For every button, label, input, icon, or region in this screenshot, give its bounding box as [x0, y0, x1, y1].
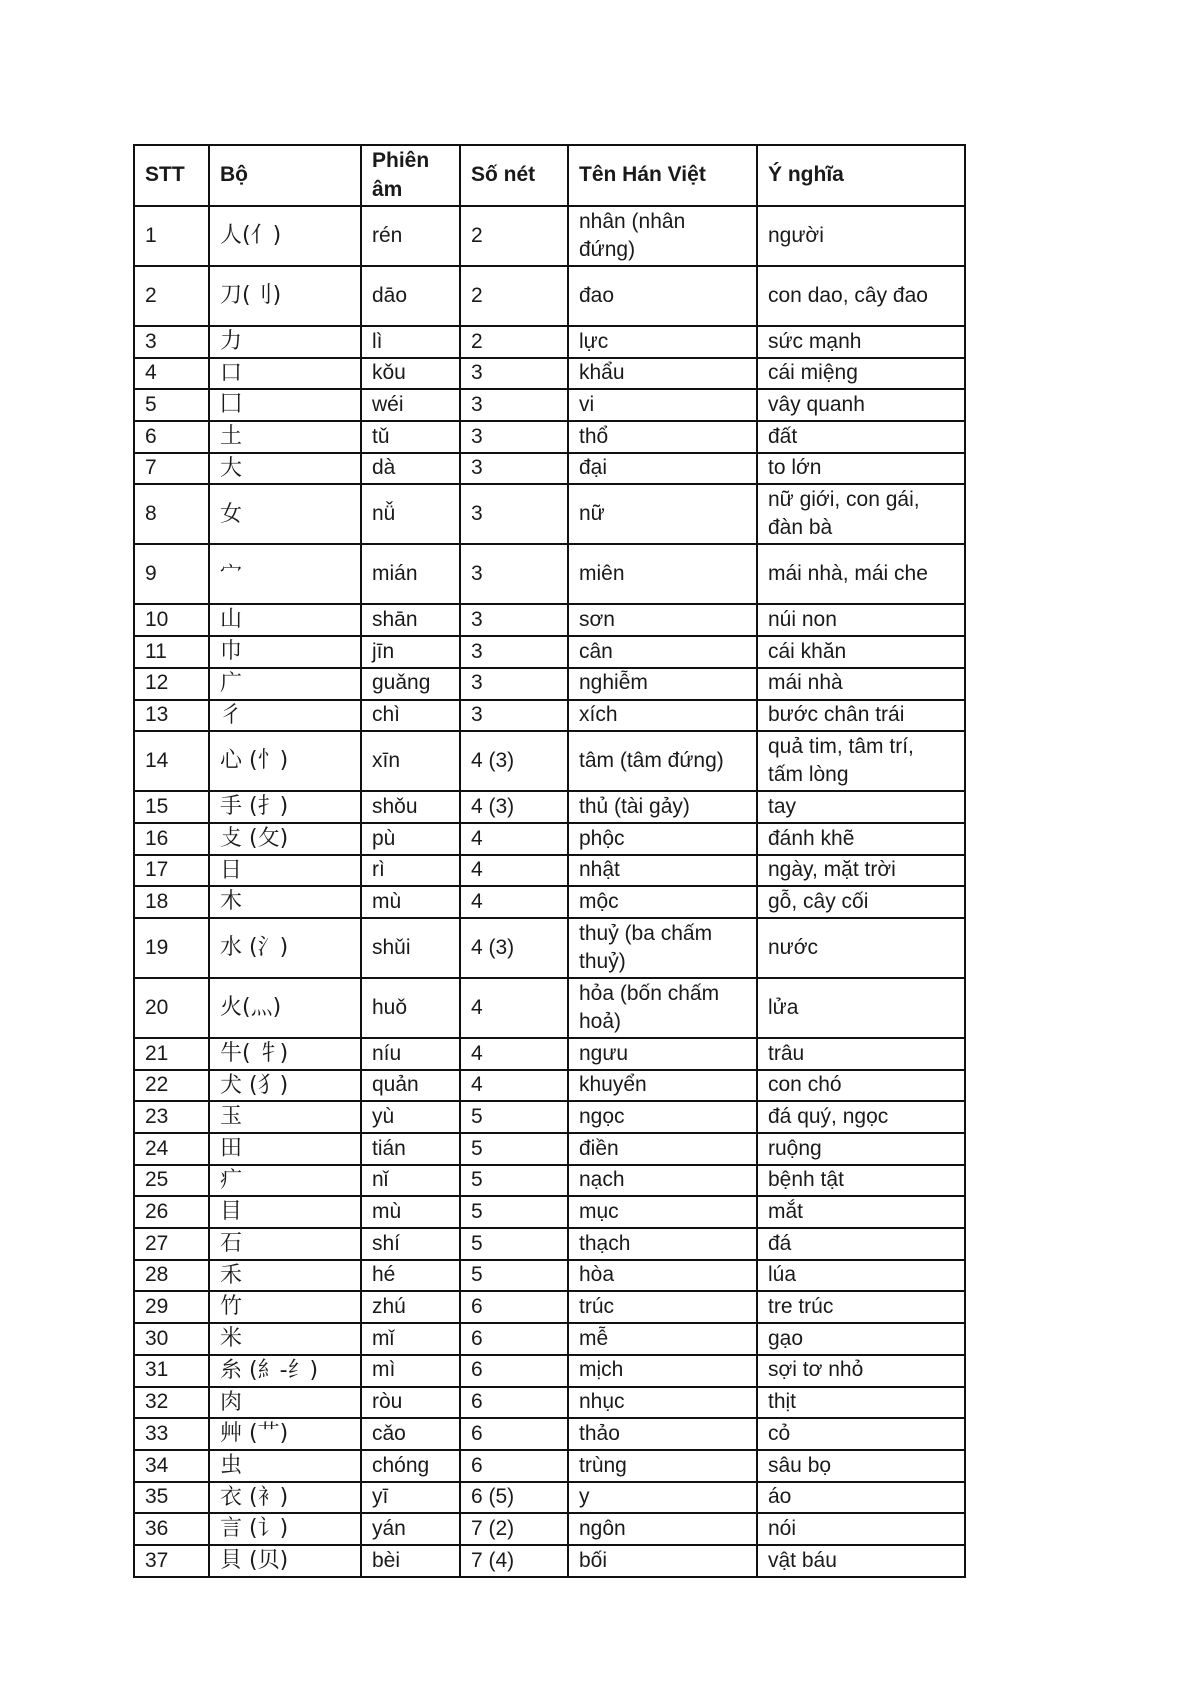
- cell-stt: 10: [134, 604, 209, 636]
- cell-sino-vietnamese-name: mịch: [568, 1355, 757, 1387]
- cell-radical: 土: [209, 421, 361, 453]
- cell-stt: 19: [134, 918, 209, 978]
- cell-pinyin: xīn: [361, 731, 460, 791]
- radicals-table: [133, 144, 966, 1578]
- cell-stroke-count: 6: [460, 1291, 568, 1323]
- cell-stroke-count: 5: [460, 1133, 568, 1165]
- cell-sino-vietnamese-name: mễ: [568, 1323, 757, 1355]
- cell-stroke-count: 4: [460, 1038, 568, 1070]
- cell-meaning: gạo: [757, 1323, 965, 1355]
- cell-pinyin: níu: [361, 1038, 460, 1070]
- cell-radical: 糸 (糹-纟): [209, 1355, 361, 1387]
- cell-stt: 13: [134, 700, 209, 732]
- cell-sino-vietnamese-name: lực: [568, 326, 757, 358]
- cell-stroke-count: 4: [460, 886, 568, 918]
- cell-radical: 彳: [209, 700, 361, 732]
- table-row: [134, 544, 965, 604]
- cell-meaning: nước: [757, 918, 965, 978]
- cell-stroke-count: 4 (3): [460, 731, 568, 791]
- cell-stt: 17: [134, 855, 209, 887]
- table-row: [134, 1101, 965, 1133]
- table-row: [134, 1545, 965, 1577]
- table-row: [134, 1133, 965, 1165]
- cell-radical: 疒: [209, 1165, 361, 1197]
- table-row: [134, 886, 965, 918]
- cell-pinyin: yán: [361, 1513, 460, 1545]
- cell-sino-vietnamese-name: tâm (tâm đứng): [568, 731, 757, 791]
- table-row: [134, 700, 965, 732]
- cell-stroke-count: 6: [460, 1387, 568, 1419]
- cell-sino-vietnamese-name: điền: [568, 1133, 757, 1165]
- cell-pinyin: bèi: [361, 1545, 460, 1577]
- cell-stroke-count: 3: [460, 544, 568, 604]
- cell-meaning: bước chân trái: [757, 700, 965, 732]
- cell-stt: 34: [134, 1450, 209, 1482]
- cell-radical: 肉: [209, 1387, 361, 1419]
- cell-stt: 21: [134, 1038, 209, 1070]
- cell-pinyin: huǒ: [361, 978, 460, 1038]
- cell-stroke-count: 4: [460, 855, 568, 887]
- cell-radical: 玉: [209, 1101, 361, 1133]
- cell-sino-vietnamese-name: hỏa (bốn chấm hoả): [568, 978, 757, 1038]
- cell-stroke-count: 6 (5): [460, 1482, 568, 1514]
- table-row: [134, 604, 965, 636]
- cell-stt: 16: [134, 823, 209, 855]
- cell-sino-vietnamese-name: ngôn: [568, 1513, 757, 1545]
- header-meaning: Ý nghĩa: [757, 145, 965, 206]
- cell-stt: 14: [134, 731, 209, 791]
- cell-meaning: lửa: [757, 978, 965, 1038]
- cell-radical: 火(灬): [209, 978, 361, 1038]
- cell-meaning: núi non: [757, 604, 965, 636]
- cell-stroke-count: 6: [460, 1323, 568, 1355]
- cell-pinyin: tǔ: [361, 421, 460, 453]
- table-row: [134, 326, 965, 358]
- cell-stt: 5: [134, 389, 209, 421]
- cell-meaning: sâu bọ: [757, 1450, 965, 1482]
- cell-sino-vietnamese-name: thảo: [568, 1418, 757, 1450]
- cell-meaning: đánh khẽ: [757, 823, 965, 855]
- cell-radical: 人(亻): [209, 206, 361, 266]
- cell-stt: 3: [134, 326, 209, 358]
- cell-meaning: thịt: [757, 1387, 965, 1419]
- cell-pinyin: tián: [361, 1133, 460, 1165]
- cell-radical: 大: [209, 453, 361, 485]
- cell-stroke-count: 4 (3): [460, 791, 568, 823]
- table-row: [134, 206, 965, 266]
- cell-stt: 36: [134, 1513, 209, 1545]
- cell-meaning: gỗ, cây cối: [757, 886, 965, 918]
- cell-meaning: bệnh tật: [757, 1165, 965, 1197]
- table-row: [134, 421, 965, 453]
- cell-sino-vietnamese-name: xích: [568, 700, 757, 732]
- cell-sino-vietnamese-name: nhục: [568, 1387, 757, 1419]
- cell-stroke-count: 3: [460, 636, 568, 668]
- cell-sino-vietnamese-name: nạch: [568, 1165, 757, 1197]
- cell-pinyin: kǒu: [361, 358, 460, 390]
- cell-radical: 巾: [209, 636, 361, 668]
- cell-sino-vietnamese-name: mộc: [568, 886, 757, 918]
- cell-stroke-count: 3: [460, 389, 568, 421]
- cell-stroke-count: 6: [460, 1355, 568, 1387]
- table-row: [134, 1070, 965, 1102]
- cell-meaning: ruộng: [757, 1133, 965, 1165]
- cell-stt: 37: [134, 1545, 209, 1577]
- cell-pinyin: chì: [361, 700, 460, 732]
- cell-radical: 竹: [209, 1291, 361, 1323]
- cell-radical: 言 (讠): [209, 1513, 361, 1545]
- cell-meaning: ngày, mặt trời: [757, 855, 965, 887]
- cell-pinyin: ròu: [361, 1387, 460, 1419]
- cell-stroke-count: 2: [460, 326, 568, 358]
- cell-pinyin: dāo: [361, 266, 460, 326]
- cell-meaning: đất: [757, 421, 965, 453]
- cell-stroke-count: 5: [460, 1228, 568, 1260]
- cell-sino-vietnamese-name: thuỷ (ba chấm thuỷ): [568, 918, 757, 978]
- table-header-row: [134, 145, 965, 206]
- cell-sino-vietnamese-name: ngọc: [568, 1101, 757, 1133]
- cell-stroke-count: 5: [460, 1196, 568, 1228]
- cell-pinyin: yī: [361, 1482, 460, 1514]
- cell-meaning: mái nhà: [757, 668, 965, 700]
- cell-stroke-count: 4 (3): [460, 918, 568, 978]
- table-row: [134, 668, 965, 700]
- cell-stroke-count: 3: [460, 668, 568, 700]
- cell-sino-vietnamese-name: trùng: [568, 1450, 757, 1482]
- cell-radical: 艸 (艹): [209, 1418, 361, 1450]
- cell-radical: 衣 (衤): [209, 1482, 361, 1514]
- cell-stt: 1: [134, 206, 209, 266]
- cell-meaning: trâu: [757, 1038, 965, 1070]
- cell-radical: 米: [209, 1323, 361, 1355]
- cell-sino-vietnamese-name: thổ: [568, 421, 757, 453]
- cell-stt: 30: [134, 1323, 209, 1355]
- cell-sino-vietnamese-name: y: [568, 1482, 757, 1514]
- cell-stt: 15: [134, 791, 209, 823]
- header-stt: STT: [134, 145, 209, 206]
- cell-stroke-count: 5: [460, 1101, 568, 1133]
- cell-meaning: sợi tơ nhỏ: [757, 1355, 965, 1387]
- cell-stroke-count: 3: [460, 358, 568, 390]
- cell-meaning: người: [757, 206, 965, 266]
- table-row: [134, 855, 965, 887]
- cell-radical: 口: [209, 358, 361, 390]
- cell-pinyin: yù: [361, 1101, 460, 1133]
- cell-stroke-count: 2: [460, 206, 568, 266]
- cell-pinyin: nǚ: [361, 484, 460, 544]
- cell-sino-vietnamese-name: cân: [568, 636, 757, 668]
- cell-sino-vietnamese-name: đao: [568, 266, 757, 326]
- cell-stt: 24: [134, 1133, 209, 1165]
- cell-pinyin: dà: [361, 453, 460, 485]
- cell-meaning: tre trúc: [757, 1291, 965, 1323]
- cell-stt: 22: [134, 1070, 209, 1102]
- cell-radical: 心 (忄): [209, 731, 361, 791]
- cell-stt: 11: [134, 636, 209, 668]
- cell-pinyin: cǎo: [361, 1418, 460, 1450]
- table-row: [134, 1418, 965, 1450]
- cell-meaning: cỏ: [757, 1418, 965, 1450]
- cell-pinyin: shǒu: [361, 791, 460, 823]
- cell-stroke-count: 7 (2): [460, 1513, 568, 1545]
- cell-stroke-count: 6: [460, 1418, 568, 1450]
- cell-meaning: mắt: [757, 1196, 965, 1228]
- table-row: [134, 1291, 965, 1323]
- cell-stroke-count: 5: [460, 1165, 568, 1197]
- header-radical: Bộ: [209, 145, 361, 206]
- cell-stt: 18: [134, 886, 209, 918]
- cell-sino-vietnamese-name: khẩu: [568, 358, 757, 390]
- cell-meaning: mái nhà, mái che: [757, 544, 965, 604]
- table-row: [134, 1260, 965, 1292]
- cell-stroke-count: 3: [460, 453, 568, 485]
- cell-pinyin: wéi: [361, 389, 460, 421]
- cell-pinyin: chóng: [361, 1450, 460, 1482]
- cell-radical: 牛( 牜): [209, 1038, 361, 1070]
- cell-pinyin: jīn: [361, 636, 460, 668]
- cell-radical: 虫: [209, 1450, 361, 1482]
- header-pinyin: Phiên âm: [361, 145, 460, 206]
- table-row: [134, 978, 965, 1038]
- cell-stt: 23: [134, 1101, 209, 1133]
- cell-radical: 犬 (犭): [209, 1070, 361, 1102]
- cell-pinyin: pù: [361, 823, 460, 855]
- cell-radical: 水 (氵): [209, 918, 361, 978]
- cell-stroke-count: 4: [460, 823, 568, 855]
- cell-pinyin: quản: [361, 1070, 460, 1102]
- table-row: [134, 1513, 965, 1545]
- cell-meaning: tay: [757, 791, 965, 823]
- cell-stroke-count: 3: [460, 604, 568, 636]
- cell-stt: 31: [134, 1355, 209, 1387]
- cell-radical: 力: [209, 326, 361, 358]
- table-row: [134, 1387, 965, 1419]
- cell-stt: 9: [134, 544, 209, 604]
- cell-stt: 28: [134, 1260, 209, 1292]
- cell-sino-vietnamese-name: nghiễm: [568, 668, 757, 700]
- cell-meaning: vật báu: [757, 1545, 965, 1577]
- cell-radical: 女: [209, 484, 361, 544]
- cell-stt: 32: [134, 1387, 209, 1419]
- table-row: [134, 358, 965, 390]
- cell-meaning: cái khăn: [757, 636, 965, 668]
- cell-pinyin: mǐ: [361, 1323, 460, 1355]
- cell-sino-vietnamese-name: sơn: [568, 604, 757, 636]
- cell-radical: 刀(刂): [209, 266, 361, 326]
- cell-radical: 宀: [209, 544, 361, 604]
- cell-radical: 目: [209, 1196, 361, 1228]
- cell-sino-vietnamese-name: nhật: [568, 855, 757, 887]
- table-row: [134, 389, 965, 421]
- cell-stt: 26: [134, 1196, 209, 1228]
- table-row: [134, 1323, 965, 1355]
- cell-radical: 广: [209, 668, 361, 700]
- cell-pinyin: rì: [361, 855, 460, 887]
- table-row: [134, 1165, 965, 1197]
- cell-meaning: con chó: [757, 1070, 965, 1102]
- cell-meaning: sức mạnh: [757, 326, 965, 358]
- cell-sino-vietnamese-name: trúc: [568, 1291, 757, 1323]
- cell-pinyin: shān: [361, 604, 460, 636]
- cell-sino-vietnamese-name: hòa: [568, 1260, 757, 1292]
- cell-pinyin: hé: [361, 1260, 460, 1292]
- cell-radical: 攴 (攵): [209, 823, 361, 855]
- table-row: [134, 1355, 965, 1387]
- cell-stt: 2: [134, 266, 209, 326]
- cell-stt: 29: [134, 1291, 209, 1323]
- cell-sino-vietnamese-name: mục: [568, 1196, 757, 1228]
- cell-sino-vietnamese-name: nữ: [568, 484, 757, 544]
- cell-meaning: con dao, cây đao: [757, 266, 965, 326]
- cell-meaning: đá: [757, 1228, 965, 1260]
- cell-pinyin: shǔi: [361, 918, 460, 978]
- cell-pinyin: lì: [361, 326, 460, 358]
- cell-stt: 4: [134, 358, 209, 390]
- cell-meaning: lúa: [757, 1260, 965, 1292]
- cell-stroke-count: 4: [460, 1070, 568, 1102]
- cell-sino-vietnamese-name: vi: [568, 389, 757, 421]
- cell-stroke-count: 5: [460, 1260, 568, 1292]
- table-row: [134, 453, 965, 485]
- cell-pinyin: nǐ: [361, 1165, 460, 1197]
- cell-stt: 7: [134, 453, 209, 485]
- cell-meaning: đá quý, ngọc: [757, 1101, 965, 1133]
- cell-meaning: nói: [757, 1513, 965, 1545]
- cell-stt: 8: [134, 484, 209, 544]
- cell-stroke-count: 3: [460, 421, 568, 453]
- cell-radical: 山: [209, 604, 361, 636]
- table-body: [134, 206, 965, 1577]
- cell-sino-vietnamese-name: nhân (nhân đứng): [568, 206, 757, 266]
- table-row: [134, 1450, 965, 1482]
- cell-pinyin: guǎng: [361, 668, 460, 700]
- cell-meaning: vây quanh: [757, 389, 965, 421]
- cell-stt: 35: [134, 1482, 209, 1514]
- cell-sino-vietnamese-name: thạch: [568, 1228, 757, 1260]
- cell-meaning: quả tim, tâm trí, tấm lòng: [757, 731, 965, 791]
- cell-stroke-count: 3: [460, 700, 568, 732]
- cell-radical: 貝 (贝): [209, 1545, 361, 1577]
- table-row: [134, 1482, 965, 1514]
- cell-pinyin: mián: [361, 544, 460, 604]
- cell-stroke-count: 7 (4): [460, 1545, 568, 1577]
- cell-sino-vietnamese-name: khuyển: [568, 1070, 757, 1102]
- cell-pinyin: shí: [361, 1228, 460, 1260]
- header-sino-vietnamese-name: Tên Hán Việt: [568, 145, 757, 206]
- cell-stt: 6: [134, 421, 209, 453]
- cell-pinyin: mù: [361, 886, 460, 918]
- cell-stroke-count: 6: [460, 1450, 568, 1482]
- cell-stt: 25: [134, 1165, 209, 1197]
- cell-meaning: áo: [757, 1482, 965, 1514]
- cell-stroke-count: 4: [460, 978, 568, 1038]
- table-row: [134, 266, 965, 326]
- cell-meaning: cái miệng: [757, 358, 965, 390]
- cell-radical: 囗: [209, 389, 361, 421]
- cell-sino-vietnamese-name: đại: [568, 453, 757, 485]
- table-row: [134, 636, 965, 668]
- table-row: [134, 1038, 965, 1070]
- cell-radical: 木: [209, 886, 361, 918]
- cell-radical: 手 (扌): [209, 791, 361, 823]
- cell-sino-vietnamese-name: miên: [568, 544, 757, 604]
- cell-radical: 日: [209, 855, 361, 887]
- table-row: [134, 731, 965, 791]
- table-row: [134, 1228, 965, 1260]
- cell-sino-vietnamese-name: thủ (tài gảy): [568, 791, 757, 823]
- cell-sino-vietnamese-name: bối: [568, 1545, 757, 1577]
- cell-stroke-count: 2: [460, 266, 568, 326]
- cell-stt: 33: [134, 1418, 209, 1450]
- cell-meaning: nữ giới, con gái, đàn bà: [757, 484, 965, 544]
- cell-meaning: to lớn: [757, 453, 965, 485]
- cell-pinyin: mù: [361, 1196, 460, 1228]
- cell-sino-vietnamese-name: ngưu: [568, 1038, 757, 1070]
- table-row: [134, 484, 965, 544]
- cell-stt: 27: [134, 1228, 209, 1260]
- cell-pinyin: mì: [361, 1355, 460, 1387]
- cell-stt: 20: [134, 978, 209, 1038]
- table-row: [134, 918, 965, 978]
- cell-radical: 田: [209, 1133, 361, 1165]
- cell-pinyin: rén: [361, 206, 460, 266]
- cell-pinyin: zhú: [361, 1291, 460, 1323]
- header-stroke-count: Số nét: [460, 145, 568, 206]
- cell-sino-vietnamese-name: phộc: [568, 823, 757, 855]
- table-row: [134, 791, 965, 823]
- cell-stroke-count: 3: [460, 484, 568, 544]
- cell-stt: 12: [134, 668, 209, 700]
- table-row: [134, 1196, 965, 1228]
- table-row: [134, 823, 965, 855]
- cell-radical: 禾: [209, 1260, 361, 1292]
- cell-radical: 石: [209, 1228, 361, 1260]
